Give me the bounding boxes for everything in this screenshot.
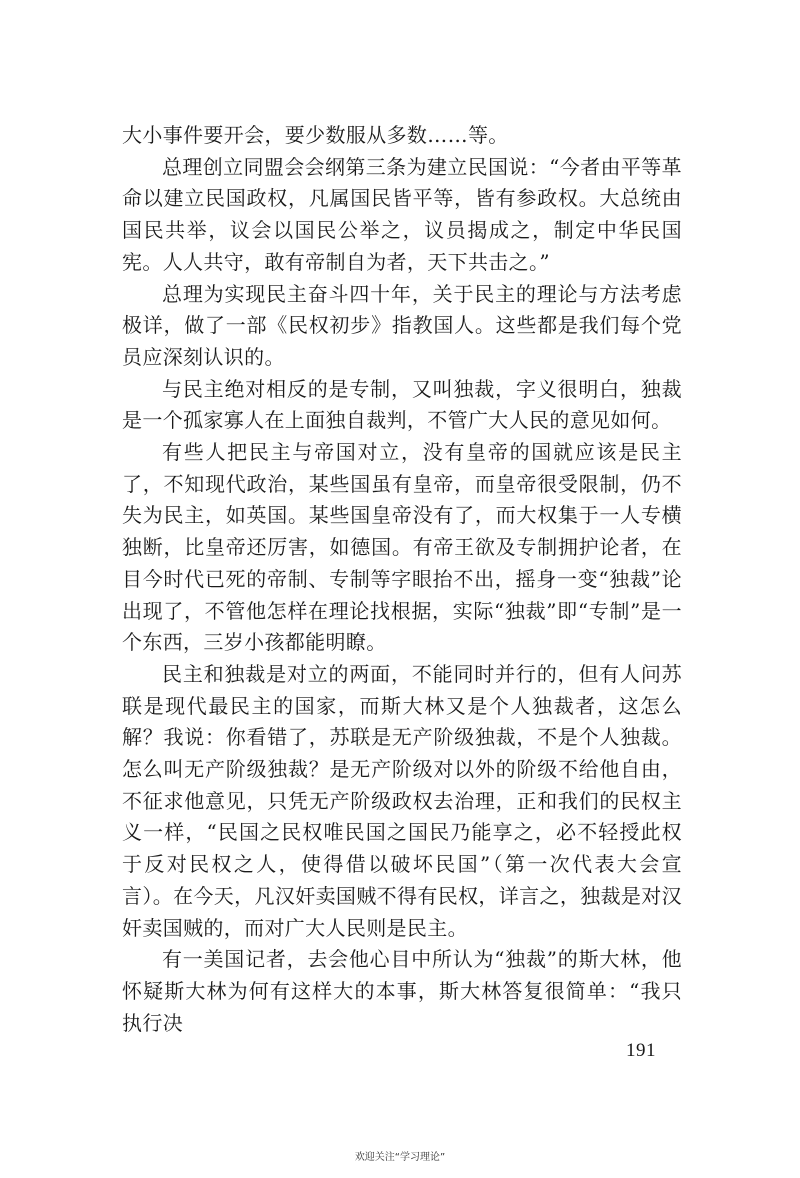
paragraph-2: 总理创立同盟会会纲第三条为建立民国说：“今者由平等革命以建立民国政权，凡属国民皆平等，皆有参政权。大总统由国民共举，议会以国民公举之，议员揭成之，制定中华民国宪。人人共守，敢有帝制自为者，天下共击之。”: [122, 154, 682, 274]
paragraph-6: 民主和独裁是对立的两面，不能同时并行的，但有人问苏联是现代最民主的国家，而斯大林又是个人独裁者，这怎么解？我说：你看错了，苏联是无产阶级独裁，不是个人独裁。怎么叫无产阶级独裁？是无产阶级对以外的阶级不给他自由，不征求他意见，只凭无产阶级政权去治理，正和我们的民权主义一样，“民国之民权唯民国之国民乃能享之，必不轻授此权于反对民权之人，使得借以破坏民国”（第一次代表大会宣言）。在今天，凡汉奸卖国贼不得有民权，详言之，独裁是对汉奸卖国贼的，而对广大人民则是民主。: [122, 661, 682, 940]
paragraph-1: 大小事件要开会，要少数服从多数……等。: [122, 123, 509, 147]
footer-note: 欢迎关注“学习理论”: [354, 1152, 446, 1163]
paragraph-7: 有一美国记者，去会他心目中所认为“独裁”的斯大林，他怀疑斯大林为何有这样大的本事，斯大林答复很简单：“我只执行决: [122, 947, 682, 1035]
paragraph-5: 有些人把民主与帝国对立，没有皇帝的国就应该是民主了，不知现代政治，某些国虽有皇帝，而皇帝很受限制，仍不失为民主，如英国。某些国皇帝没有了，而大权集于一人专横独断，比皇帝还厉害，如德国。有帝王欲及专制拥护论者，在目今时代已死的帝制、专制等字眼抬不出，摇身一变“独裁”论出现了，不管他怎样在理论找根据，实际“独裁”即“专制”是一个东西，三岁小孩都能明瞭。: [122, 440, 682, 655]
paragraph-3: 总理为实现民主奋斗四十年，关于民主的理论与方法考虑极详，做了一部《民权初步》指教国人。这些都是我们每个党员应深刻认识的。: [122, 281, 682, 369]
page-number: 191: [626, 1040, 656, 1061]
body-text: [122, 120, 682, 1039]
paragraph-4: 与民主绝对相反的是专制，又叫独裁，字义很明白，独裁是一个孤家寡人在上面独自裁判，不管广大人民的意见如何。: [122, 376, 682, 433]
